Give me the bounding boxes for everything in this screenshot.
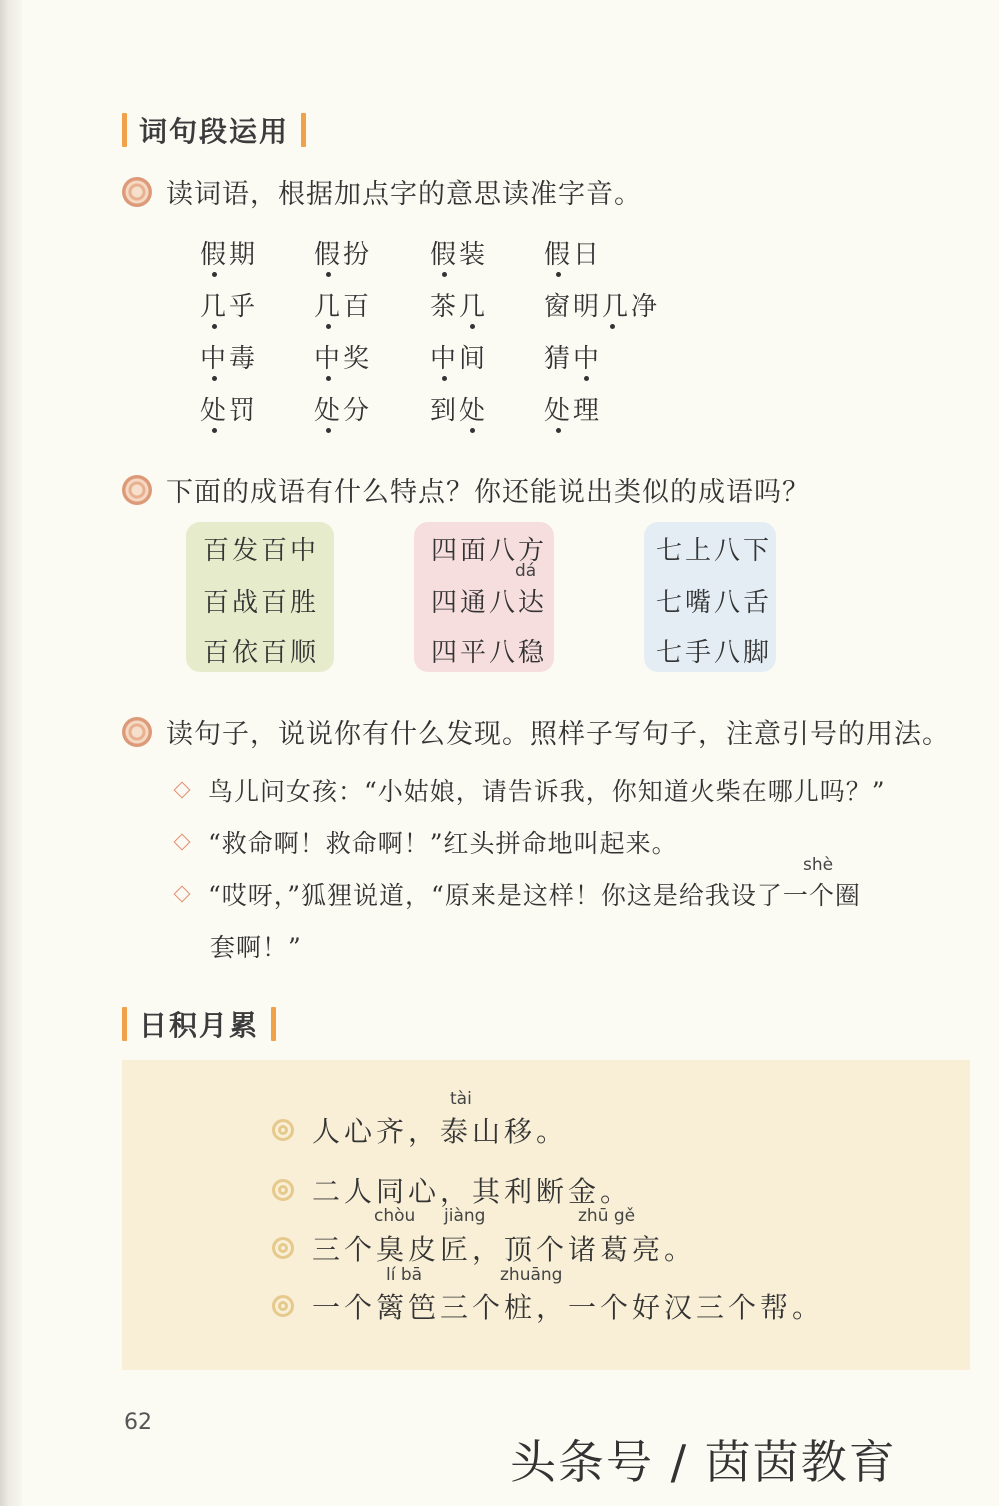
sentence-text: “哎呀，”狐狸说道，“原来是这样！你这是给我设了一个圈: [208, 881, 861, 910]
proverb-text: 三个臭皮匠，顶个诸葛亮。: [312, 1233, 697, 1266]
watermark: 头条号 / 茵茵教育: [510, 1435, 897, 1489]
proverb-text: 人心齐，泰山移。: [312, 1115, 569, 1148]
proverb-1: [272, 1110, 568, 1150]
heading-bar-right: [301, 113, 306, 147]
word: 中间: [430, 344, 489, 374]
idiom: 四通八达: [431, 588, 548, 618]
word: 假日: [544, 240, 603, 270]
pinyin-annotation: jiàng: [444, 1206, 486, 1226]
idiom: 七嘴八舌: [656, 588, 773, 618]
pinyin-annotation: lí bā: [386, 1265, 423, 1285]
diamond-bullet-icon: [174, 834, 191, 851]
emphasis-dot: [326, 428, 331, 433]
question-1: [122, 172, 642, 211]
proverb-2: [272, 1170, 632, 1210]
question-bullet-icon: [122, 475, 152, 505]
sentence-text: 鸟儿问女孩：“小姑娘，请告诉我，你知道火柴在哪儿吗？”: [208, 777, 886, 806]
sentence-text: “救命啊！救命啊！”红头拼命地叫起来。: [208, 829, 678, 858]
pinyin-annotation: chòu: [374, 1206, 416, 1226]
emphasis-dot: [326, 324, 331, 329]
sentence-continuation: 套啊！”: [210, 933, 302, 962]
word: 几百: [314, 292, 373, 322]
section-title: 词句段运用: [139, 115, 290, 148]
idiom: 四平八稳: [431, 638, 548, 668]
example-sentence-1: [176, 772, 886, 808]
idiom: 百战百胜: [203, 588, 320, 618]
proverb-4: [272, 1286, 824, 1326]
pinyin-annotation: dá: [515, 561, 537, 581]
emphasis-dot: [326, 376, 331, 381]
word: 几乎: [200, 292, 259, 322]
question-3-prompt: 读句子，说说你有什么发现。照样子写句子，注意引号的用法。: [166, 719, 950, 750]
word: 处分: [314, 396, 373, 426]
emphasis-dot: [326, 272, 331, 277]
diamond-bullet-icon: [174, 782, 191, 799]
heading-bar-left: [122, 1007, 127, 1041]
section-title: 日积月累: [139, 1009, 260, 1042]
emphasis-dot: [212, 428, 217, 433]
section-heading-ri-ji-yue-lei: [122, 1004, 276, 1044]
proverb-text: 一个篱笆三个桩，一个好汉三个帮。: [312, 1291, 825, 1324]
example-sentence-3: [176, 876, 861, 912]
idiom: 四面八方: [431, 536, 548, 566]
emphasis-dot: [584, 376, 589, 381]
question-3: [122, 712, 950, 751]
proverb-text: 二人同心，其利断金。: [312, 1175, 633, 1208]
emphasis-dot: [610, 324, 615, 329]
word: 假扮: [314, 240, 373, 270]
idiom: 七上八下: [656, 536, 773, 566]
word: 中毒: [200, 344, 259, 374]
question-2: [122, 470, 810, 509]
word: 窗明几净: [544, 292, 661, 322]
heading-bar-left: [122, 113, 127, 147]
idiom: 百依百顺: [203, 638, 320, 668]
emphasis-dot: [442, 272, 447, 277]
ring-bullet-icon: [272, 1237, 294, 1259]
word: 处罚: [200, 396, 259, 426]
section-heading-ci-ju-duan: [122, 110, 306, 150]
word: 假期: [200, 240, 259, 270]
diamond-bullet-icon: [174, 886, 191, 903]
question-2-prompt: 下面的成语有什么特点？你还能说出类似的成语吗？: [166, 477, 810, 508]
pinyin-annotation: shè: [803, 855, 834, 875]
idiom: 七手八脚: [656, 638, 773, 668]
page-number: 62: [124, 1410, 152, 1435]
word: 猜中: [544, 344, 603, 374]
pinyin-annotation: zhuāng: [500, 1265, 563, 1285]
emphasis-dot: [442, 376, 447, 381]
emphasis-dot: [212, 324, 217, 329]
ring-bullet-icon: [272, 1295, 294, 1317]
word: 到处: [430, 396, 489, 426]
pinyin-annotation: zhū gě: [578, 1206, 636, 1226]
emphasis-dot: [212, 376, 217, 381]
idiom: 百发百中: [203, 536, 320, 566]
emphasis-dot: [470, 324, 475, 329]
heading-bar-right: [271, 1007, 276, 1041]
proverb-3: [272, 1228, 696, 1268]
word: 中奖: [314, 344, 373, 374]
book-spine-shadow: [0, 0, 22, 1506]
word: 处理: [544, 396, 603, 426]
emphasis-dot: [556, 428, 561, 433]
question-1-prompt: 读词语，根据加点字的意思读准字音。: [166, 179, 642, 210]
question-bullet-icon: [122, 177, 152, 207]
ring-bullet-icon: [272, 1179, 294, 1201]
pinyin-annotation: tài: [450, 1089, 472, 1109]
emphasis-dot: [556, 272, 561, 277]
example-sentence-2: [176, 824, 678, 860]
question-bullet-icon: [122, 717, 152, 747]
emphasis-dot: [212, 272, 217, 277]
word: 假装: [430, 240, 489, 270]
ring-bullet-icon: [272, 1119, 294, 1141]
emphasis-dot: [470, 428, 475, 433]
word: 茶几: [430, 292, 489, 322]
